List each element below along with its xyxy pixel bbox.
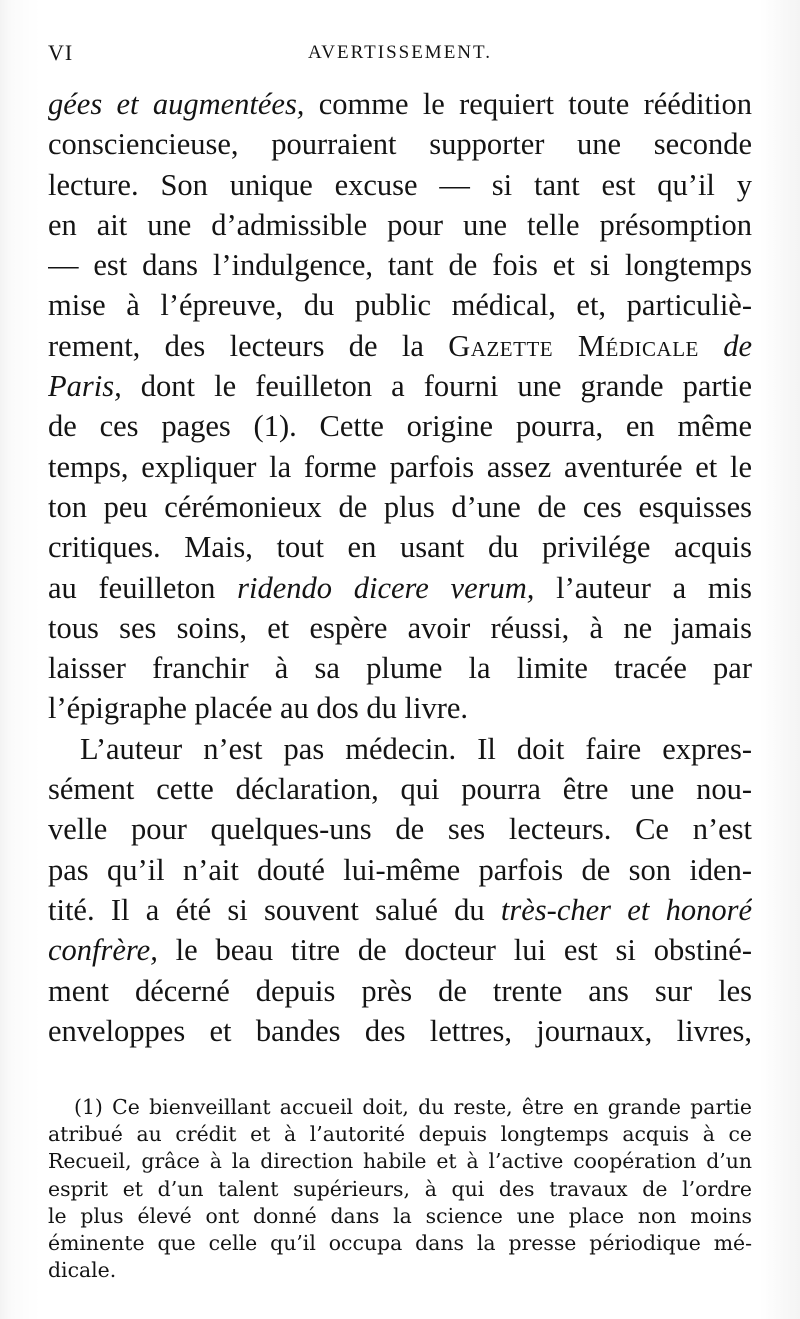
footnote-line: dicale. — [48, 1258, 117, 1283]
italic-span: Paris, — [48, 369, 122, 404]
footnote-line: atribué au crédit et à l’autorité depuis longtemps acquis à ce — [48, 1122, 752, 1147]
footnote — [48, 1094, 752, 1284]
italic-span: ridendo dicere verum, — [237, 570, 535, 605]
text-line: tous ses soins, et espère avoir réussi, à ne jamais — [48, 610, 752, 645]
footnote-line: (1) Ce bienveillant accueil doit, du reste, être en grande partie — [74, 1095, 752, 1119]
italic-span: gées et augmentées, — [48, 87, 305, 121]
text-span: tité. Il a été si souvent salué du — [48, 892, 501, 927]
text-line: temps, expliquer la forme parfois assez aventurée et le — [48, 449, 752, 484]
text-span: comme le requiert toute réédition — [304, 87, 752, 121]
page-number: VI — [48, 40, 74, 65]
text-line: critiques. Mais, tout en usant du privilége acquis — [48, 530, 752, 565]
footnote-line: éminente que celle qu’il occupa dans la presse périodique mé- — [48, 1230, 752, 1255]
footnote-line: Recueil, grâce à la direction habile et à l’active coopération d’un — [48, 1149, 752, 1174]
text-span: l’auteur a mis — [534, 570, 752, 605]
small-caps-span: Gazette Médicale — [448, 328, 699, 363]
text-line: pas qu’il n’ait douté lui-même parfois de son iden- — [48, 852, 752, 887]
text-line: laisser franchir à sa plume la limite tracée par — [48, 651, 752, 686]
text-line — [48, 366, 752, 406]
italic-span: confrère, — [48, 933, 158, 968]
text-line — [48, 568, 752, 608]
text-line: ton peu cérémonieux de plus d’une de ces esquisses — [48, 489, 752, 524]
text-line: consciencieuse, pourraient supporter une seconde — [48, 127, 752, 162]
text-line: — est dans l’indulgence, tant de fois et si longtemps — [48, 248, 752, 283]
text-line: mise à l’épreuve, du public médical, et, particuliè- — [48, 288, 752, 323]
running-head — [48, 40, 752, 70]
text-line: L’auteur n’est pas médecin. Il doit faire expres- — [80, 731, 752, 766]
body-text — [48, 84, 752, 1051]
text-line: en ait une d’admissible pour une telle présomption — [48, 207, 752, 242]
italic-span: de — [698, 328, 752, 363]
text-line: lecture. Son unique excuse — si tant est qu’il y — [48, 167, 752, 202]
text-line: velle pour quelques-uns de ses lecteurs. Ce n’est — [48, 812, 752, 847]
text-line: de ces pages (1). Cette origine pourra, en même — [48, 409, 752, 444]
text-line: l’épigraphe placée au dos du livre. — [48, 691, 469, 726]
text-line — [48, 890, 752, 930]
running-title: AVERTISSEMENT. — [308, 42, 492, 63]
italic-span: très-cher et honoré — [500, 892, 752, 927]
text-span: rement, des lecteurs de la — [48, 328, 449, 363]
footnote-line: esprit et d’un talent supérieurs, à qui des travaux de l’ordre — [48, 1176, 752, 1201]
text-line — [48, 930, 752, 970]
text-span: le beau titre de docteur lui est si obstiné- — [157, 933, 752, 968]
text-line — [48, 326, 752, 366]
text-line: sément cette déclaration, qui pourra être une nou- — [48, 772, 752, 807]
text-span: dont le feuilleton a fourni une grande partie — [121, 369, 752, 404]
text-line — [48, 84, 752, 124]
text-span: au feuilleton — [48, 570, 238, 605]
text-line: ment décerné depuis près de trente ans sur les — [48, 973, 752, 1008]
text-line: enveloppes et bandes des lettres, journaux, livres, — [48, 1013, 752, 1048]
footnote-line: le plus élevé ont donné dans la science une place non moins — [48, 1203, 752, 1228]
